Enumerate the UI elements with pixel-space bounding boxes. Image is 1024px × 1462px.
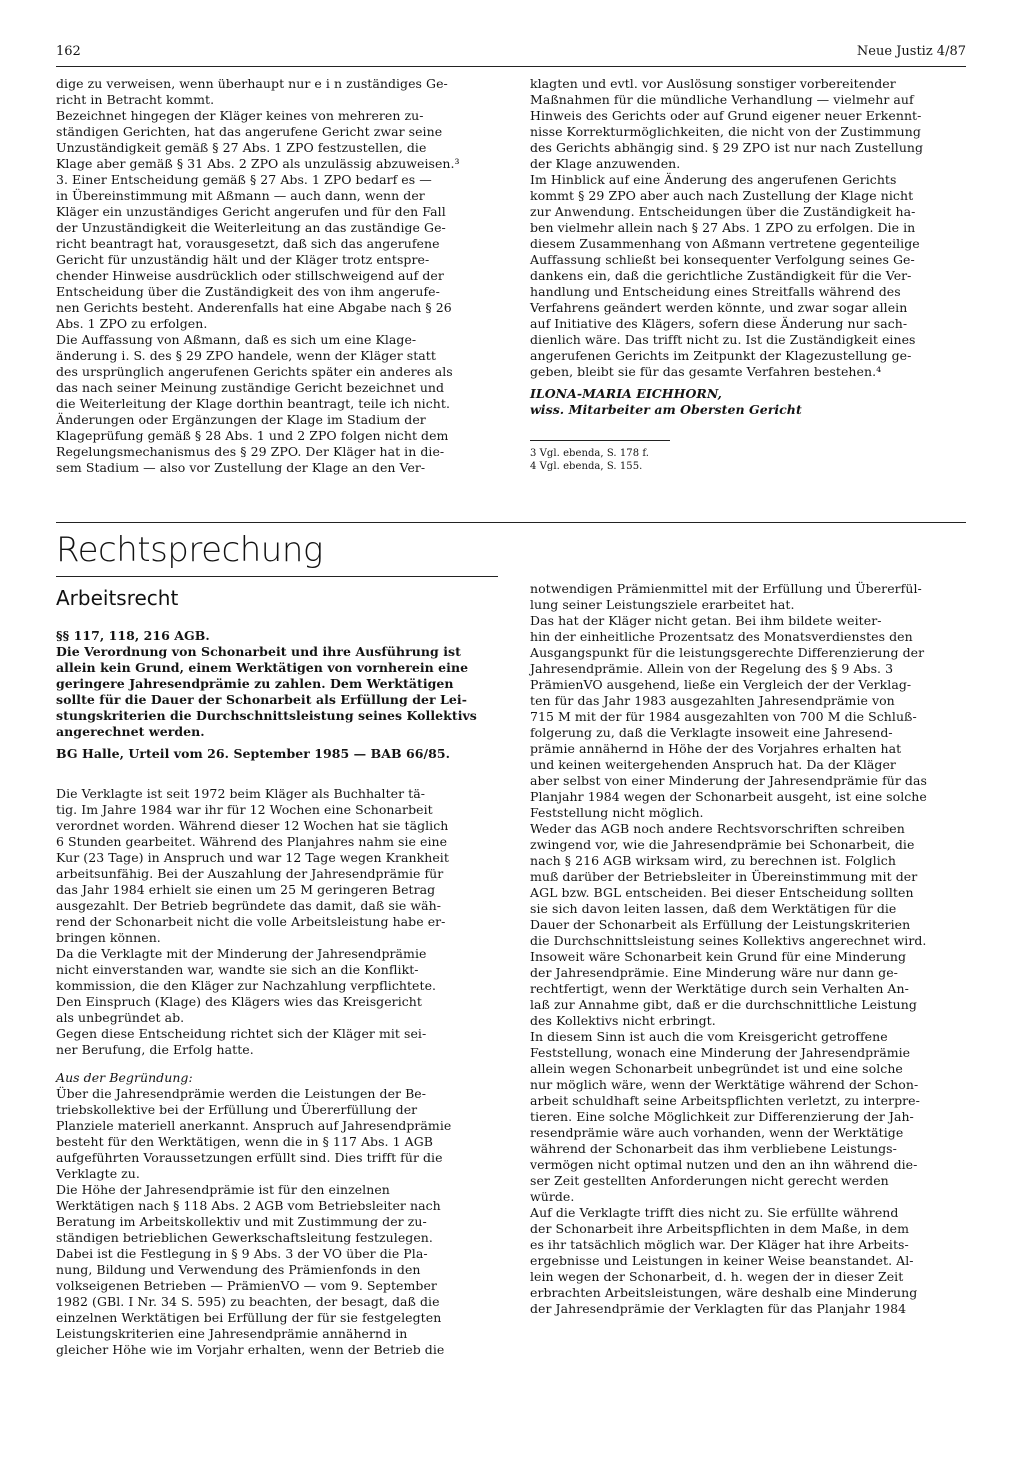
author-role: wiss. Mitarbeiter am Obersten Gericht [530, 402, 802, 417]
journal-issue: Neue Justiz 4/87 [856, 44, 966, 59]
section-rule [56, 522, 966, 523]
subsection-title: Arbeitsrecht [56, 586, 179, 610]
author-name: ILONA-MARIA EICHHORN, [530, 386, 722, 401]
footnote-text: 3 Vgl. ebenda, S. 178 f. 4 Vgl. ebenda, S. 155. [530, 448, 649, 472]
reasoning-label: Aus der Begründung: [56, 1070, 193, 1085]
footnotes [530, 447, 974, 473]
section-title: Rechtsprechung [56, 530, 323, 570]
case-facts-text: Die Verklagte ist seit 1972 beim Kläger als Buchhalter tä- tig. Im Jahre 1984 war ihr für 12 Wochen eine Schonarbeit verordnet worden. Während dieser 12 Wochen hat sie täglich 6 Stunden gearbeitet. Während des Planjahres nahm sie eine Kur (23 Tage) in Anspruch und war 12 Tage wegen Krankheit arbeitsunfähig. Bei der Auszahlung der Jahresendprämie für das Jahr 1984 erhielt sie einen um 25 M geringeren Betrag ausgezahlt. Der Betrieb begründete das damit, daß sie wäh- rend der Schonarbeit nicht die volle Arbeitsleistung habe er- bringen können. Da die Verklagte mit der Minderung der Jahresendprämie nicht einverstanden war, wandte sie sich an die Konflikt- kommission, die den Kläger zur Nachzahlung verpflichtete. Den Einspruch (Klage) des Klägers wies das Kreisgericht als unbegründet ab. Gegen diese Entscheidung richtet sich der Kläger mit sei- ner Berufung, die Erfolg hatte. [56, 786, 449, 1057]
column-bottom-left [56, 628, 498, 1358]
court-citation: BG Halle, Urteil vom 26. September 1985 — BAB 66/85. [56, 746, 451, 761]
reasoning-text: Über die Jahresendprämie werden die Leistungen der Be- triebskollektive bei der Erfüllung und Übererfüllung der Planziele materiell anerkannt. Anspruch auf Jahresendprämie besteht für den Werktätigen, wenn die in § 117 Abs. 1 AGB aufgeführten Voraussetzungen erfüllt sind. Dies trifft für die Verklagte zu. Die Höhe der Jahresendprämie ist für den einzelnen Werktätigen nach § 118 Abs. 2 AGB vom Betriebsleiter nach Beratung im Arbeitskollektiv und mit Zustimmung der zu- ständigen betrieblichen Gewerkschaftsleitung festzulegen. Dabei ist die Festlegung in § 9 Abs. 3 der VO über die Pla- nung, Bildung und Verwendung des Prämienfonds in den volkseigenen Betrieben — PrämienVO — vom 9. September 1982 (GBl. I Nr. 34 S. 595) zu beachten, der besagt, daß die einzelnen Werktätigen bei Erfüllung der für sie festgelegten Leistungskriterien eine Jahresendprämie annähernd in gleicher Höhe wie im Vorjahr erhalten, wenn der Betrieb die [56, 1086, 452, 1357]
column-top-right [530, 76, 974, 473]
column-bottom-right [530, 581, 974, 1317]
page-number: 162 [56, 44, 81, 59]
header-rule [56, 66, 966, 67]
footnote-rule [530, 440, 670, 441]
column-top-left [56, 76, 498, 476]
subsection-rule [56, 576, 498, 577]
article-continuation-text: dige zu verweisen, wenn überhaupt nur e i n zuständiges Ge- richt in Betracht kommt. Bezeichnet hingegen der Kläger keines von mehreren zu- ständigen Gerichten, hat das angerufene Gericht zwar seine Unzuständigkeit gemäß § 27 Abs. 1 ZPO festzustellen, die Klage aber gemäß § 31 Abs. 2 ZPO als unzulässig abzuweisen.³ 3. Einer Entscheidung gemäß § 27 Abs. 1 ZPO bedarf es — in Übereinstimmung mit Aßmann — auch dann, wenn der Kläger ein unzuständiges Gericht angerufen und für den Fall der Unzuständigkeit die Weiterleitung an das zuständige Ge- richt beantragt hat, vorausgesetzt, daß sich das angerufene Gericht für unzuständig hält und der Kläger trotz entspre- chender Hinweise ausdrücklich oder stillschweigend auf der Entscheidung über die Zuständigkeit des von ihm angerufe- nen Gerichts besteht. Anderenfalls hat eine Abgabe nach § 26 Abs. 1 ZPO zu erfolgen. Die Auffassung von Aßmann, daß es sich um eine Klage- änderung i. S. des § 29 ZPO handele, wenn der Kläger statt des ursprünglich angerufenen Gerichts später ein anderes als das nach seiner Meinung zuständige Gericht bezeichnet und die Weiterleitung der Klage dorthin beantragt, teile ich nicht. Änderungen oder Ergänzungen der Klage im Stadium der Klageprüfung gemäß § 28 Abs. 1 und 2 ZPO folgen nicht dem Regelungsmechanismus des § 29 ZPO. Der Kläger hat in die- sem Stadium — also vor Zustellung der Klage an den Ver- [56, 76, 460, 475]
reasoning-continuation-text: notwendigen Prämienmittel mit der Erfüllung und Übererfül- lung seiner Leistungsziele erarbeitet hat. Das hat der Kläger nicht getan. Bei ihm bildete weiter- hin der einheitliche Prozentsatz des Monatsverdienstes den Ausgangspunkt für die leistungsgerechte Differenzierung der Jahresendprämie. Allein von der Regelung des § 9 Abs. 3 PrämienVO ausgehend, ließe ein Vergleich der der Verklag- ten für das Jahr 1983 ausgezahlten Jahresendprämie von 715 M mit der für 1984 ausgezahlten von 700 M die Schluß- folgerung zu, daß die Verklagte insoweit eine Jahresend- prämie annähernd in Höhe der des Vorjahres erhalten hat und keinen weitergehenden Anspruch hat. Da der Kläger aber selbst von einer Minderung der Jahresendprämie für das Planjahr 1984 wegen der Schonarbeit ausgeht, ist eine solche Feststellung nicht möglich. Weder das AGB noch andere Rechtsvorschriften schreiben zwingend vor, wie die Jahresendprämie bei Schonarbeit, die nach § 216 AGB wirksam wird, zu berechnen ist. Folglich muß darüber der Betriebsleiter in Übereinstimmung mit der AGL bzw. BGL entscheiden. Bei dieser Entscheidung sollten sie sich davon leiten lassen, daß dem Werktätigen für die Dauer der Schonarbeit als Erfüllung der Leistungskriterien die Durchschnittsleistung seines Kollektivs angerechnet wird. Insoweit wäre Schonarbeit kein Grund für eine Minderung der Jahresendprämie. Eine Minderung wäre nur dann ge- rechtfertigt, wenn der Werktätige durch sein Verhalten An- laß zur Annahme gibt, daß er die durchschnittliche Leistung des Kollektivs nicht erbringt. In diesem Sinn ist auch die vom Kreisgericht getroffene Feststellung, wonach eine Minderung der Jahresendprämie allein wegen Schonarbeit unbegründet ist und eine solche nur möglich wäre, wenn der Werktätige während der Schon- arbeit schuldhaft seine Arbeitspflichten verletzt, zu interpre- tieren. Eine solche Möglichkeit zur Differenzierung der Jah- resendprämie wäre auch vorhanden, wenn der Werktätige während der Schonarbeit das ihm verbliebene Leistungs- vermögen nicht optimal nutzen und den an ihn während die- ser Zeit gestellten Anforderungen nicht gerecht werden würde. Auf die Verklagte trifft dies nicht zu. Sie erfüllte während der Schonarbeit ihre Arbeitspflichten in dem Maße, in dem es ihr tatsächlich möglich war. Der Kläger hat ihre Arbeits- ergebnisse und Leistungen in keiner Weise beanstandet. Al- lein wegen der Schonarbeit, d. h. wegen der in dieser Zeit erbrachten Arbeitsleistungen, wäre deshalb eine Minderung der Jahresendprämie der Verklagten für das Planjahr 1984 [530, 581, 927, 1316]
headnote: Die Verordnung von Schonarbeit und ihre Ausführung ist allein kein Grund, einem Werktätigen von vornherein eine geringere Jahresendprämie zu zahlen. Dem Werktätigen sollte für die Dauer der Schonarbeit als Erfüllung der Lei- stungskriterien die Durchschnittsleistung seines Kollektivs angerechnet werden. [56, 644, 477, 739]
statute-references: §§ 117, 118, 216 AGB. [56, 628, 210, 643]
article-conclusion-text: klagten und evtl. vor Auslösung sonstiger vorbereitender Maßnahmen für die mündliche Verhandlung — vielmehr auf Hinweis des Gerichts oder auf Grund eigener neuer Erkennt- nisse Korrekturmöglichkeiten, die nicht von der Zustimmung des Gerichts abhängig sind. § 29 ZPO ist nur nach Zustellung der Klage anzuwenden. Im Hinblick auf eine Änderung des angerufenen Gerichts kommt § 29 ZPO aber auch nach Zustellung der Klage nicht zur Anwendung. Entscheidungen über die Zuständigkeit ha- ben vielmehr allein nach § 27 Abs. 1 ZPO zu erfolgen. Die in diesem Zusammenhang von Aßmann vertretene gegenteilige Auffassung schließt bei konsequenter Verfolgung seines Ge- dankens ein, daß die gerichtliche Zuständigkeit für die Ver- handlung und Entscheidung eines Streitfalls während des Verfahrens geändert werden könnte, und zwar sogar allein auf Initiative des Klägers, sofern diese Änderung nur sach- dienlich wäre. Das trifft nicht zu. Ist die Zuständigkeit eines angerufenen Gerichts im Zeitpunkt der Klagezustellung ge- geben, bleibt sie für das gesamte Verfahren bestehen.⁴ [530, 76, 924, 379]
